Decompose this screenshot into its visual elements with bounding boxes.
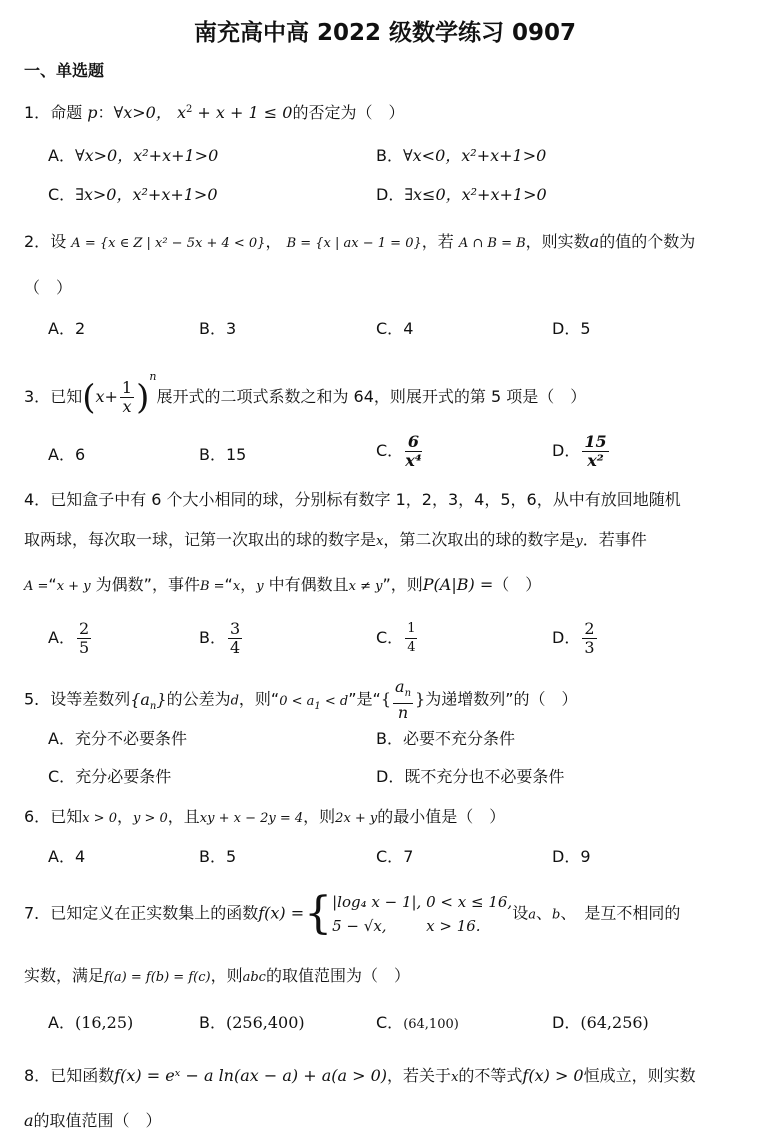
option-c[interactable] [376, 846, 413, 868]
stem-text: 已知 [50, 807, 83, 826]
question-number: 4． [24, 490, 51, 509]
option-label: B． [199, 319, 226, 338]
option-label: D． [552, 1013, 581, 1032]
option-text: 4 [403, 319, 414, 338]
question-number: 3． [24, 387, 51, 406]
option-c[interactable] [376, 1012, 459, 1036]
option-label: C． [376, 1013, 404, 1032]
option-label: C． [48, 767, 76, 786]
option-d[interactable] [552, 620, 599, 657]
math-y: y [256, 579, 264, 594]
question-number: 5． [24, 689, 51, 709]
option-a[interactable] [48, 444, 85, 466]
set-condition: A ∩ B = B [458, 236, 526, 251]
option-label: A． [48, 445, 75, 464]
option-b[interactable] [199, 620, 244, 657]
option-label: C． [376, 628, 404, 647]
fraction [393, 678, 413, 722]
fraction-denominator: x² [587, 451, 604, 470]
piecewise-cases [332, 890, 512, 938]
option-label: D． [552, 847, 581, 866]
condition-tail: < d [320, 693, 349, 709]
right-paren: ) [136, 377, 150, 418]
stem-text: 的公差为 [166, 689, 231, 709]
question-7-line-2 [24, 965, 410, 989]
forall-symbol: ∀ [113, 103, 124, 122]
fraction-denominator: 3 [584, 638, 595, 657]
option-text: (64,256) [580, 1013, 649, 1032]
plus-sign: + [104, 387, 118, 406]
option-d[interactable] [376, 184, 547, 206]
subscript: n [149, 700, 157, 712]
option-b[interactable] [199, 1012, 305, 1034]
question-number: 2． [24, 232, 51, 251]
comma: ， [265, 232, 282, 251]
stem-text: ，则“ [238, 689, 280, 709]
stem-text: 已知定义在正实数集上的函数 [50, 903, 259, 923]
option-b[interactable] [199, 444, 246, 466]
option-b[interactable] [376, 145, 546, 167]
option-text: 充分必要条件 [75, 767, 172, 786]
stem-text: ，第二次取出的球的数字是 [383, 530, 576, 549]
option-label: B． [376, 729, 403, 748]
option-c[interactable] [376, 620, 419, 657]
case-2-condition: x > 16. [426, 917, 481, 935]
event-a: A = [24, 579, 49, 594]
case-2 [332, 914, 512, 938]
option-label: A． [48, 319, 75, 338]
option-label: D． [552, 319, 581, 338]
stem-text: 的不等式 [458, 1066, 523, 1085]
quote: “ [224, 575, 233, 594]
fraction-numerator: 1 [405, 620, 417, 639]
question-3-stem [24, 366, 586, 416]
option-label: B． [376, 146, 403, 165]
option-text: 5 [225, 847, 237, 866]
stem-text: ，且 [167, 807, 200, 826]
option-label: A． [48, 1013, 75, 1032]
fraction-denominator: x [122, 397, 132, 416]
fraction-denominator: n [397, 703, 409, 722]
math-x: x [95, 387, 105, 406]
stem-text: 为偶数”，事件 [90, 575, 200, 594]
condition-y: y > 0 [132, 811, 168, 826]
math-condition [279, 693, 349, 712]
comma: ， [240, 575, 257, 594]
option-d[interactable] [552, 846, 591, 868]
option-d[interactable] [552, 433, 611, 470]
fraction [120, 379, 134, 416]
option-label: B． [199, 445, 226, 464]
stem-text: 设 [50, 232, 67, 251]
stem-text: 已知函数 [50, 1066, 115, 1085]
stem-text: 实数，满足 [24, 966, 105, 985]
option-a[interactable] [48, 620, 93, 657]
subscript: n [404, 688, 412, 699]
math-a: a [528, 907, 536, 923]
fraction-numerator [393, 678, 413, 704]
stem-text: ，则实数 [525, 232, 590, 251]
option-b[interactable] [376, 728, 515, 750]
option-b[interactable] [199, 846, 236, 868]
case-2-expression: 5 − √x, [332, 917, 387, 935]
fraction-numerator: 6 [405, 433, 422, 452]
stem-tail: 的值的个数为 [599, 232, 696, 251]
option-label: A． [48, 628, 75, 647]
option-d[interactable] [552, 318, 591, 340]
set-b: B = {x | ax − 1 = 0} [286, 236, 422, 251]
option-fraction [582, 620, 596, 657]
stem-tail: 恒成立，则实数 [583, 1066, 696, 1085]
math-exponent: 2 [185, 104, 193, 115]
piecewise-brace: { [304, 888, 333, 939]
option-text: (64,100) [403, 1017, 459, 1032]
option-fraction [405, 620, 417, 657]
stem-tail: 展开式的二项式系数之和为 64，则展开式的第 5 项是（ ） [156, 387, 587, 406]
subscript: 1 [314, 700, 321, 712]
math-b: b [552, 907, 561, 923]
option-fraction [77, 620, 91, 657]
fraction-denominator: x⁴ [405, 451, 422, 470]
option-c[interactable] [48, 184, 218, 206]
fraction-denominator: 5 [78, 638, 90, 657]
option-c[interactable] [376, 433, 424, 470]
option-label: C． [48, 185, 76, 204]
option-a[interactable] [48, 846, 85, 868]
sequence-open: {a [130, 689, 150, 709]
option-a[interactable] [48, 728, 187, 750]
math-p: p [87, 103, 98, 122]
math-x-plus-y: x + y [56, 579, 91, 594]
question-number: 8． [24, 1066, 51, 1085]
question-7-stem [24, 890, 680, 938]
stem-text: 取两球，每次取一球，记第一次取出的球的数字是 [24, 530, 377, 549]
question-4-line-1 [24, 489, 681, 511]
option-c[interactable] [48, 766, 171, 788]
question-number: 7． [24, 903, 51, 923]
stem-text: ”，则 [382, 575, 423, 594]
stem-text: 中有偶数且 [263, 575, 349, 594]
option-a[interactable] [48, 145, 218, 167]
question-4-line-3 [24, 574, 541, 598]
option-label: C． [376, 441, 404, 460]
option-c[interactable] [376, 318, 413, 340]
answer-paren: （ ） [24, 278, 73, 297]
question-5-stem [24, 678, 578, 722]
case-1 [332, 890, 512, 914]
question-1-stem [24, 99, 404, 124]
question-2-stem [24, 231, 695, 255]
case-1-condition: 0 < x ≤ 16, [426, 893, 513, 911]
option-label: D． [376, 767, 405, 786]
quote: “ [48, 575, 57, 594]
stem-text: ，则 [303, 807, 336, 826]
math-condition: x>0， [123, 103, 172, 122]
option-label: A． [48, 146, 75, 165]
inequality: f(x) > 0 [522, 1066, 584, 1085]
stem-text: 已知 [50, 387, 83, 406]
stem-text: 设等差数列 [50, 689, 131, 709]
fraction-numerator: 2 [78, 619, 90, 638]
option-label: C． [376, 319, 404, 338]
brace-open: { [380, 689, 392, 709]
option-text: ∀x<0，x²+x+1>0 [402, 146, 547, 165]
option-text: 4 [74, 847, 86, 866]
question-8-stem [24, 1065, 696, 1089]
stem-text: 设 [512, 903, 529, 923]
stem-text: ，若关于 [387, 1066, 452, 1085]
math-abc: abc [242, 970, 266, 985]
option-label: B． [199, 628, 226, 647]
option-text: (256,400) [225, 1013, 305, 1032]
objective: 2x + y [335, 811, 378, 826]
math-x: x [232, 579, 241, 594]
stem-text: 已知盒子中有 6 个大小相同的球，分别标有数字 1，2，3，4，5，6，从中有放回地随机 [50, 490, 681, 509]
option-label: C． [376, 847, 404, 866]
option-label: D． [552, 441, 581, 460]
sequence-notation [130, 689, 167, 712]
math-a: a [589, 232, 600, 251]
option-label: B． [199, 847, 226, 866]
option-fraction [405, 433, 422, 470]
option-label: A． [48, 729, 75, 748]
function-f: f(x) = [258, 903, 305, 923]
comma: ， [116, 807, 133, 826]
function-f: f(x) = eˣ − a ln(ax − a) + a(a > 0) [114, 1066, 388, 1085]
math-y: y [575, 534, 583, 549]
option-text: 6 [74, 445, 86, 464]
option-text: ∃x>0，x²+x+1>0 [75, 185, 218, 204]
stem-tail: 的取值范围为（ ） [265, 966, 410, 985]
stem-text: 命题 [50, 103, 83, 122]
option-text: 3 [225, 319, 237, 338]
stem-tail: 的取值范围（ ） [33, 1111, 162, 1130]
conditional-probability: P(A|B) = [422, 575, 494, 594]
condition-head: 0 < a [279, 693, 315, 709]
option-text: 既不充分也不必要条件 [404, 767, 565, 786]
math-x: x [376, 534, 384, 549]
fraction-numerator: 2 [584, 619, 595, 638]
question-8-line-2 [24, 1110, 162, 1132]
stem-text: ，若 [421, 232, 454, 251]
case-1-expression: |log₄ x − 1|, [332, 893, 422, 911]
option-text: 2 [74, 319, 86, 338]
math-a: a [24, 1111, 34, 1130]
fraction-numerator: 3 [229, 619, 241, 638]
option-text: (16,25) [74, 1013, 134, 1032]
question-number: 1． [24, 103, 51, 122]
option-d[interactable] [552, 1012, 649, 1034]
equation: xy + x − 2y = 4 [199, 811, 304, 826]
question-number: 6． [24, 807, 51, 826]
option-label: A． [48, 847, 75, 866]
function-equality: f(a) = f(b) = f(c) [104, 970, 211, 985]
option-text: 必要不充分条件 [402, 729, 515, 748]
stem-text: ．若事件 [582, 530, 647, 549]
stem-tail: 为递增数列”的（ ） [425, 689, 578, 709]
separator: 、 [535, 903, 552, 923]
stem-tail: 的否定为（ ） [292, 103, 405, 122]
option-fraction [582, 433, 608, 470]
option-text: 充分不必要条件 [74, 729, 187, 748]
option-text: 15 [225, 445, 247, 464]
option-text: ∀x>0，x²+x+1>0 [74, 146, 219, 165]
option-d[interactable] [376, 766, 564, 788]
fraction-numerator: 1 [121, 378, 133, 397]
section-heading: 一、单选题 [24, 61, 105, 80]
option-b[interactable] [199, 318, 236, 340]
set-a: A = {x ∈ Z | x² − 5x + 4 < 0} [71, 236, 266, 251]
answer-paren: （ ） [493, 575, 542, 594]
numerator-a: a [395, 677, 405, 696]
event-b: B = [199, 579, 225, 594]
fraction-denominator: 4 [407, 640, 416, 655]
brace-close: } [415, 689, 426, 709]
option-text: ∃x≤0，x²+x+1>0 [404, 185, 547, 204]
fraction-numerator: 15 [584, 432, 607, 451]
option-a[interactable] [48, 318, 85, 340]
colon: ： [97, 103, 114, 122]
option-label: D． [552, 628, 581, 647]
math-expression: + x + 1 ≤ 0 [192, 103, 293, 122]
option-text: 9 [580, 847, 591, 866]
option-text: 7 [403, 847, 414, 866]
exponent-n: n [149, 370, 157, 383]
option-a[interactable] [48, 1012, 133, 1034]
sequence-close: } [156, 689, 167, 709]
option-label: D． [376, 185, 405, 204]
page-title: 南充高中高 2022 级数学练习 0907 [193, 20, 577, 46]
math-x: x [176, 103, 186, 122]
math-d: d [230, 693, 239, 709]
stem-text: ，则 [210, 966, 243, 985]
condition-x: x > 0 [82, 811, 117, 826]
option-fraction [228, 620, 242, 657]
stem-text: ”是“ [348, 689, 381, 709]
option-label: B． [199, 1013, 226, 1032]
question-6-stem [24, 806, 505, 830]
fraction-denominator: 4 [229, 638, 241, 657]
stem-tail: 的最小值是（ ） [377, 807, 506, 826]
stem-tail: 、 是互不相同的 [560, 903, 681, 923]
math-x-neq-y: x ≠ y [348, 579, 383, 594]
question-4-line-2 [24, 529, 647, 553]
left-paren: ( [82, 377, 96, 418]
option-text: 5 [580, 319, 591, 338]
math-x: x [451, 1070, 459, 1085]
